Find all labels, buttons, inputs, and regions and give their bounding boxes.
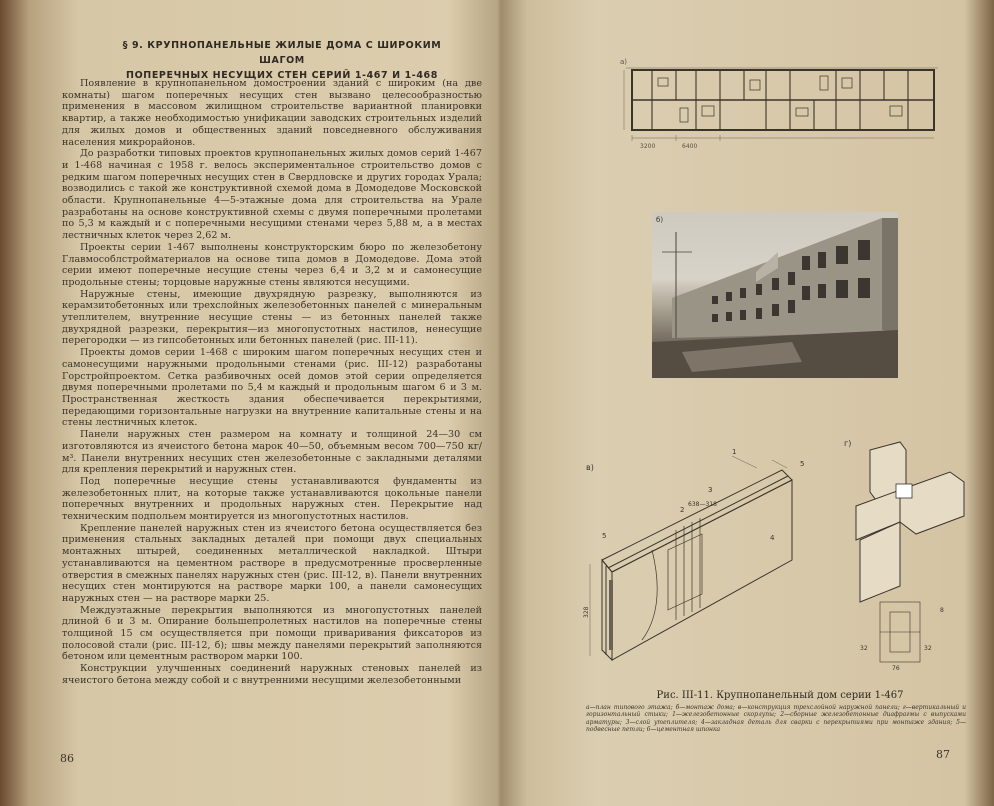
callout-2: 2: [680, 506, 685, 514]
paragraph: Проекты домов серии 1-468 с широким шагом поперечных несущих стен и самонесущими наружными продольными стенами (рис. III-12) разработаны Горстройпроектом. Сетка разбивочных осей домов этой серии определяется двумя поперечными пролетами по 5,4 м каждый и продольным шагом 6 и 3 м. Пространственная жесткость здания обеспечивается перекрытиями, передающими горизонтальные нагрузки на внутренние капитальные стены и на стены лестничных клеток.: [62, 347, 482, 429]
joint-dim-3: 76: [892, 665, 900, 672]
section-title: [102, 38, 462, 83]
plan-dim-2: 6400: [682, 143, 698, 150]
joint-details-figure: [840, 436, 970, 672]
fig-b-dim-top: 638—318: [688, 501, 717, 508]
building-photo-drawing: [652, 212, 898, 378]
section-title-line2: ПОПЕРЕЧНЫХ НЕСУЩИХ СТЕН СЕРИЙ 1-467 И 1-468: [126, 70, 438, 81]
figure-caption-title: Рис. III-11. Крупнопанельный дом серии 1-467: [656, 690, 904, 701]
page-number-left: 86: [60, 752, 74, 765]
paragraph: Панели наружных стен размером на комнату и толщиной 24—30 см изготовляются из ячеистого бетона марок 40—50, объемным весом 700—750 кг/м³. Панели внутренних несущих стен железобетонные с закладными деталями для крепления перекрытий и наружных стен.: [62, 429, 482, 476]
body-text: [62, 78, 482, 748]
figure-caption-body: а—план типового этажа; б—монтаж дома; в—конструкция трехслойной наружной панели; г—вертикальный и горизонтальный стыки; 1—железобетонные скорлупы; 2—сборные железобетонные диафрагмы с выпусками арматуры; 3—слой утеплителя; 4—закладная деталь для сварки с перекрытиями при монтаже здания; 5—подвесные петли; 6—цементная шпонка: [586, 704, 966, 734]
joint-dim-1: 32: [860, 645, 868, 652]
paragraph: Конструкции улучшенных соединений наружных стеновых панелей из ячеистого бетона между собой и с внутренними несущими железобетонными: [62, 663, 482, 686]
right-page: [500, 0, 980, 806]
building-photo: [652, 212, 898, 378]
section-title-line1: § 9. КРУПНОПАНЕЛЬНЫЕ ЖИЛЫЕ ДОМА С ШИРОКИМ ШАГОМ: [122, 40, 442, 66]
plan-label: а): [620, 58, 628, 66]
paragraph: Проекты серии 1-467 выполнены конструкторским бюро по железобетону Главмособлстройматериалов на основе типа домов в Домодедове. Дома этой серии имеют поперечные несущие стены через 6,4 и 3,2 м и самонесущие продольные стены; торцовые наружные стены являются несущими.: [62, 241, 482, 288]
plan-dim-1: 3200: [640, 143, 656, 150]
paragraph: Междуэтажные перекрытия выполняются из многопустотных панелей длиной 6 и 3 м. Опирание большепролетных настилов на поперечные стены толщиной 15 см осуществляется при помощи приваривания фиксаторов из полосовой стали (рис. III-12, б); швы между панелями перекрытий заполняются бетоном или цементным раствором марки 100.: [62, 604, 482, 663]
callout-4: 4: [770, 534, 775, 542]
paragraph: Под поперечные несущие стены устанавливаются фундаменты из железобетонных плит, на которые также устанавливаются цокольные панели поперечных внутренних и продольных наружных стен. Перекрытие над техническим подпольем монтируется из многопустотных настилов.: [62, 475, 482, 523]
callout-3: 3: [708, 486, 713, 494]
paragraph: До разработки типовых проектов крупнопанельных жилых домов серий 1-467 и 1-468 начиная с 1958 г. велось экспериментальное строительство домов с редким шагом поперечных несущих стен в Свердловске и других городах Урала; возводились с такой же конструктивной схемой дома в Домодедове Московской области. Крупнопанельные 4—5-этажные дома для строительства на Урале разработаны на основе конструктивной схемы с двумя поперечными пролетами по 5,3 м каждый и с поперечными несущими стенами через 5,88 м, а в местах лестничных клеток через 2,62 м.: [62, 148, 482, 242]
fig-b-dim-side: 328: [583, 606, 590, 618]
paragraph: Крепление панелей наружных стен из ячеистого бетона осуществляется без применения стальных закладных деталей при помощи двух специальных монтажных штырей, соединенных металлической накладкой. Штыри устанавливаются на цементном растворе в предусмотренные просверленные отверстия в смежных панелях наружных стен (рис. III-12, в). Панели внутренних несущих стен монтируются на растворе марки 100, а панели самонесущих наружных стен — на растворе марки 25.: [62, 522, 482, 604]
joint-callout-8: 8: [940, 607, 944, 614]
panel-construction-figure: [582, 440, 832, 680]
page-number-right: 87: [936, 748, 950, 761]
callout-5b: 5: [800, 460, 805, 468]
callout-5: 5: [602, 532, 607, 540]
figure-b-label: в): [586, 463, 594, 472]
callout-1: 1: [732, 448, 737, 456]
paragraph: Появление в крупнопанельном домостроении зданий с широким (на две комнаты) шагом поперечных несущих стен вызвано целесообразностью применения в массовом жилищном строительстве вариантной планировки квартир, а также необходимостью унификации заводских строительных изделий для жилых домов и общественных зданий повседневного обслуживания населения микрорайонов.: [62, 78, 482, 148]
paragraph: Наружные стены, имеющие двухрядную разрезку, выполняются из керамзитобетонных или трехслойных железобетонных панелей с минеральным утеплителем, внутренние несущие стены — из бетонных панелей также двухрядной разрезки, перекрытия—из многопустотных настилов, ненесущие перегородки — из гипсобетонных или бетонных панелей (рис. III-11).: [62, 288, 482, 347]
photo-label: б): [656, 216, 664, 224]
floor-plan-figure: [620, 56, 940, 150]
joint-dim-2: 32: [924, 645, 932, 652]
figure-g-label: г): [844, 439, 852, 448]
left-page: [22, 0, 492, 806]
